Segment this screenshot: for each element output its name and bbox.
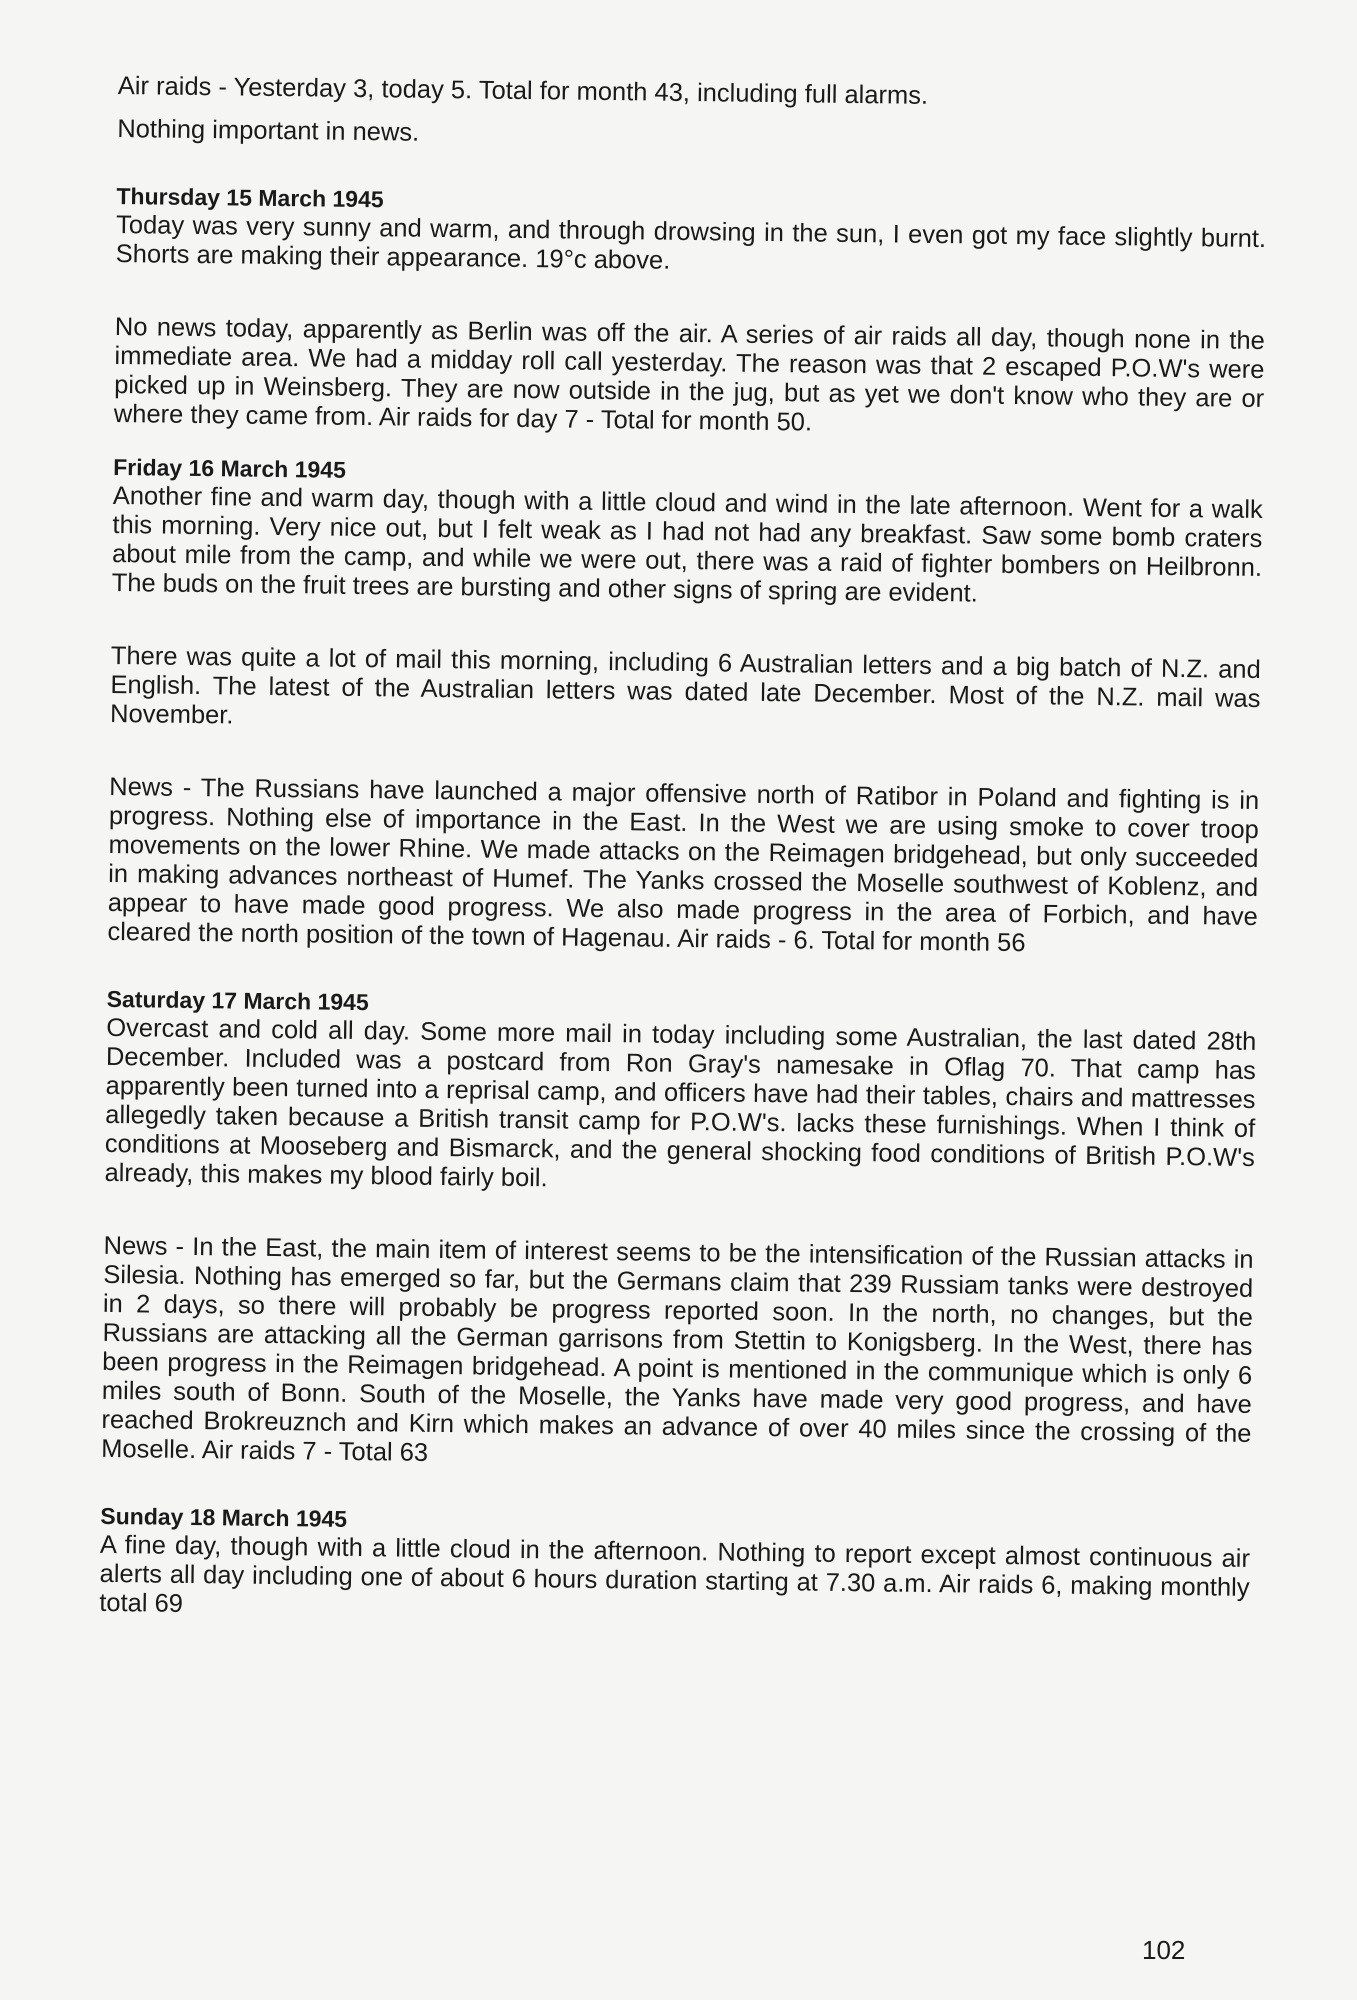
entry-paragraph: No news today, apparently as Berlin was off the air. A series of air raids all day, though none in the immediate area. We had a midday roll call yesterday. The reason was that 2 escaped P.O.W's were picked up in Weinsberg. They are now outside in the jug, but as yet we don't know who they are or where they came from. Air raids for day 7 - Total for month 50. <box>113 312 1265 437</box>
entry-paragraph: Another fine and warm day, though with a little cloud and wind in the late afternoon. Went for a walk this morning. Very nice out, but I felt weak as I had not had any breakfast. Saw some bomb craters about mile from the camp, and while we were out, there was a raid of fighter bombers on Heilbronn. The buds on the fruit trees are bursting and other signs of spring are evident. <box>111 481 1263 608</box>
entry-paragraph: A fine day, though with a little cloud in the afternoon. Nothing to report except almost continuous air alerts all day including one of about 6 hours duration starting at 7.30 a.m. Air raids 6, making monthly total 69 <box>99 1530 1251 1618</box>
page-number: 102 <box>1142 1935 1186 1965</box>
entry-date: Saturday 17 March 1945 <box>106 985 369 1016</box>
entry-paragraph: Overcast and cold all day. Some more mail in today including some Australian, the last dated 28th December. Included was a postcard from Ron Gray's namesake in Oflag 70. That camp has apparently been turned into a reprisal camp, and officers have had their tables, chairs and mattresses allegedly taken because a British transit camp for P.O.W's. lacks these furnishings. When I think of conditions at Mooseberg and Bismarck, and the general shocking food conditions of British P.O.W's already, this makes my blood fairly boil. <box>104 1013 1257 1193</box>
intro-air-raids: Air raids - Yesterday 3, today 5. Total for month 43, including full alarms. <box>117 72 929 110</box>
diary-entry-thursday <box>114 182 1267 443</box>
entry-date: Friday 16 March 1945 <box>113 453 347 483</box>
entry-paragraph: There was quite a lot of mail this morning, including 6 Australian letters and a big batch of N.Z. and English. The latest of the Australian letters was dated late December. Most of the N.Z. mail was November. <box>109 641 1261 730</box>
diary-entry-saturday <box>101 985 1257 1478</box>
page-content <box>99 72 1268 1632</box>
intro-news: Nothing important in news. <box>117 114 420 147</box>
diary-entry-sunday <box>99 1502 1250 1632</box>
entry-paragraph: Today was very sunny and warm, and through drowsing in the sun, I even got my face slightly burnt. Shorts are making their appearance. 19°c above. <box>115 210 1267 275</box>
diary-entry-friday <box>107 453 1263 961</box>
entry-paragraph: News - The Russians have launched a major offensive north of Ratibor in Poland and fighting is in progress. Nothing else of importance in the East. In the West we are using smoke to cover troop movements on the lower Rhine. We made attacks on the Reimagen bridgehead, but only succeeded in making advances northeast of Humef. The Yanks crossed the Moselle southwest of Koblenz, and appear to have made good progress. We also made progress in the area of Forbich, and have cleared the north position of the town of Hagenau. Air raids - 6. Total for month 56 <box>107 772 1260 958</box>
entry-date: Sunday 18 March 1945 <box>100 1502 348 1532</box>
entry-date: Thursday 15 March 1945 <box>116 182 384 213</box>
entry-paragraph: News - In the East, the main item of interest seems to be the intensification of the Russian attacks in Silesia. Nothing has emerged so far, but the Germans claim that 239 Russiam tanks were destroyed in 2 days, so there will probably be progress reported soon. In the north, no changes, but the Russians are attacking all the German garrisons from Stettin to Konigsberg. In the West, there has been progress in the Reimagen bridgehead. A point is mentioned in the communique which is only 6 miles south of Bonn. South of the Moselle, the Yanks have made very good progress, and have reached Brokreuznch and Kirn which makes an advance of over 40 miles since the crossing of the Moselle. Air raids 7 - Total 63 <box>101 1231 1254 1467</box>
